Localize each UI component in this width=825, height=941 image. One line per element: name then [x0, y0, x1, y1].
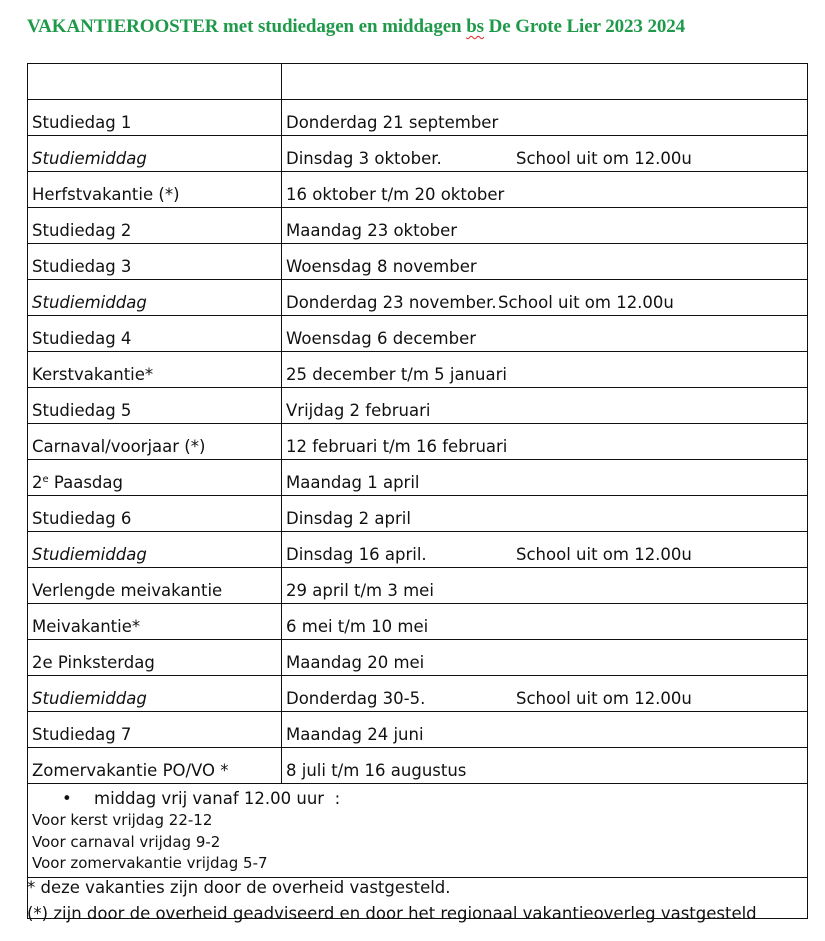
row-date-text: Dinsdag 3 oktober.	[286, 149, 442, 168]
row-date	[282, 748, 808, 784]
row-date-text: Maandag 23 oktober	[286, 221, 458, 240]
table-row	[28, 532, 808, 568]
row-date-text: Maandag 24 juni	[286, 725, 424, 744]
title-spellcheck-word: bs	[466, 16, 484, 37]
early-dismissal-line: Voor zomervakantie vrijdag 5-7	[32, 854, 268, 872]
table-row	[28, 352, 808, 388]
row-date-text: Maandag 1 april	[286, 473, 420, 492]
table-row	[28, 640, 808, 676]
row-label: 2e Pinksterdag	[28, 640, 282, 676]
row-label: Studiemiddag	[28, 136, 282, 172]
table-row	[28, 244, 808, 280]
header-cell-right	[282, 64, 808, 100]
row-label: Studiedag 3	[28, 244, 282, 280]
row-label-prefix: 2	[32, 473, 43, 492]
table-row	[28, 100, 808, 136]
row-label: Herfstvakantie (*)	[28, 172, 282, 208]
row-label: Studiemiddag	[28, 280, 282, 316]
row-date-text: Vrijdag 2 februari	[286, 401, 431, 420]
row-date	[282, 460, 808, 496]
row-early-dismissal-note: School uit om 12.00u	[498, 293, 674, 312]
row-early-dismissal-note: School uit om 12.00u	[516, 545, 692, 564]
row-date	[282, 388, 808, 424]
row-date-text: Donderdag 30-5.	[286, 689, 426, 708]
table-row	[28, 460, 808, 496]
row-date	[282, 676, 808, 712]
table-row	[28, 172, 808, 208]
bullet-icon: •	[62, 789, 72, 808]
row-date-text: Dinsdag 16 april.	[286, 545, 427, 564]
row-label: Zomervakantie PO/VO *	[28, 748, 282, 784]
early-dismissal-line: Voor carnaval vrijdag 9-2	[32, 832, 221, 851]
row-date	[282, 604, 808, 640]
table-row	[28, 568, 808, 604]
row-label: Studiemiddag	[28, 532, 282, 568]
row-label: Studiedag 2	[28, 208, 282, 244]
table-row	[28, 676, 808, 712]
row-label	[28, 460, 282, 496]
early-dismissal-notes	[28, 784, 808, 878]
row-label: Studiedag 1	[28, 100, 282, 136]
row-date	[282, 568, 808, 604]
title-part-1: VAKANTIEROOSTER met studiedagen en middagen	[27, 16, 467, 37]
title-part-2: De Grote Lier 2023 2024	[483, 16, 686, 37]
notes-row	[28, 784, 808, 878]
row-date	[282, 100, 808, 136]
row-date-text: Donderdag 21 september	[286, 113, 499, 132]
row-label: Studiedag 6	[28, 496, 282, 532]
row-label: Studiedag 7	[28, 712, 282, 748]
row-date	[282, 172, 808, 208]
row-date-text: 16 oktober t/m 20 oktober	[286, 185, 505, 204]
early-dismissal-line: Voor kerst vrijdag 22-12	[32, 811, 213, 829]
row-date-text: 29 april t/m 3 mei	[286, 581, 434, 600]
row-early-dismissal-note: School uit om 12.00u	[516, 149, 692, 168]
table-row	[28, 496, 808, 532]
bullet-line	[32, 788, 803, 810]
row-date-text: Dinsdag 2 april	[286, 509, 411, 528]
row-date	[282, 496, 808, 532]
table-row	[28, 136, 808, 172]
row-date-text: 12 februari t/m 16 februari	[286, 437, 508, 456]
row-early-dismissal-note: School uit om 12.00u	[516, 689, 692, 708]
row-date	[282, 532, 808, 568]
row-date	[282, 424, 808, 460]
bullet-text: middag vrij vanaf 12.00 uur :	[94, 789, 341, 808]
row-date	[282, 208, 808, 244]
table-row	[28, 424, 808, 460]
table-row	[28, 280, 808, 316]
row-label: Studiedag 5	[28, 388, 282, 424]
table-row	[28, 604, 808, 640]
row-date-text: 6 mei t/m 10 mei	[286, 617, 429, 636]
vacation-schedule-table	[27, 63, 808, 919]
row-date	[282, 640, 808, 676]
table-row	[28, 388, 808, 424]
header-cell-left	[28, 64, 282, 100]
row-date	[282, 712, 808, 748]
row-date-text: Donderdag 23 november.	[286, 293, 497, 312]
row-label: Verlengde meivakantie	[28, 568, 282, 604]
table-row	[28, 748, 808, 784]
row-label: Carnaval/voorjaar (*)	[28, 424, 282, 460]
table-row	[28, 316, 808, 352]
table-row	[28, 208, 808, 244]
table-header-row	[28, 64, 808, 100]
row-label: Studiemiddag	[28, 676, 282, 712]
row-date-text: 8 juli t/m 16 augustus	[286, 761, 467, 780]
row-date	[282, 316, 808, 352]
table-row	[28, 712, 808, 748]
document-title	[27, 16, 685, 38]
row-date	[282, 352, 808, 388]
row-label: Studiedag 4	[28, 316, 282, 352]
row-date-text: Woensdag 8 november	[286, 257, 477, 276]
row-date	[282, 136, 808, 172]
row-date-text: Maandag 20 mei	[286, 653, 425, 672]
row-date-text: Woensdag 6 december	[286, 329, 477, 348]
row-label-text: Paasdag	[48, 473, 123, 492]
row-label-superscript: e	[42, 474, 49, 485]
footnote-regional: (*) zijn door de overheid geadviseerd en door het regionaal vakantieoverleg vastgesteld	[27, 904, 757, 923]
row-label: Meivakantie*	[28, 604, 282, 640]
row-date-text: 25 december t/m 5 januari	[286, 365, 507, 384]
footnote-government: * deze vakanties zijn door de overheid vastgesteld.	[27, 878, 451, 897]
row-date	[282, 244, 808, 280]
row-date	[282, 280, 808, 316]
row-label: Kerstvakantie*	[28, 352, 282, 388]
